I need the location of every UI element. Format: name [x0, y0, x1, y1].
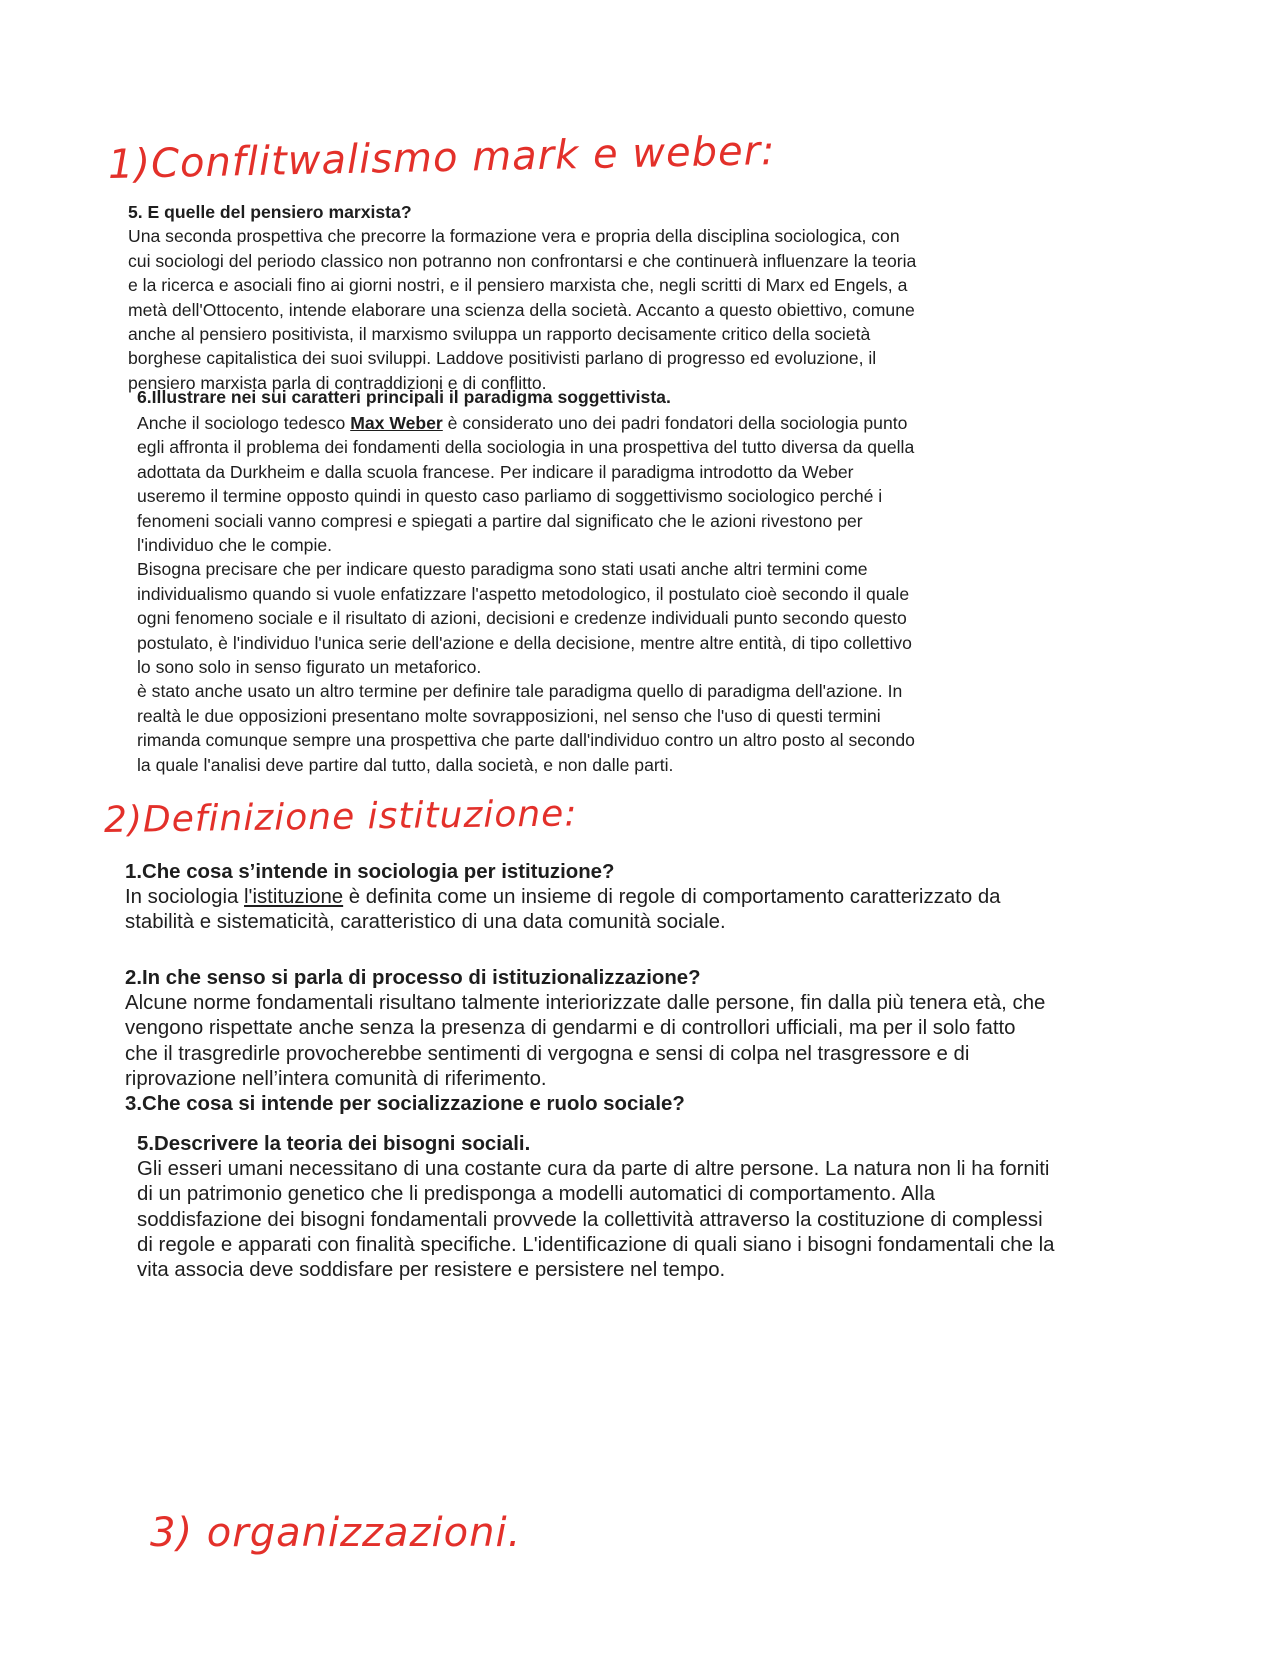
- paragraph-line: lo sono solo in senso figurato un metaforico.: [137, 657, 482, 678]
- paragraph-text: è definita come un insieme di regole di comportamento caratterizzato da: [343, 886, 1001, 909]
- paragraph-line: individualismo quando si vuole enfatizzare l'aspetto metodologico, il postulato cioè secondo il quale: [137, 583, 910, 604]
- paragraph-text: è considerato uno dei padri fondatori della sociologia punto: [442, 413, 908, 433]
- question-3-heading-cut: 3.Che cosa si intende per socializzazione e ruolo sociale?: [125, 1093, 685, 1116]
- paragraph-line: l'individuo che le compie.: [137, 535, 333, 556]
- question-2-block: [125, 966, 1046, 1116]
- paragraph-line: vengono rispettate anche senza la presenza di gendarmi e di controllori ufficiali, ma per il solo fatto: [125, 1017, 1016, 1040]
- paragraph-line: [137, 411, 915, 435]
- paragraph-line: la quale l'analisi deve partire dal tutto, dalla società, e non dalle parti.: [137, 754, 674, 775]
- istituzione-link[interactable]: l'istituzione: [244, 886, 344, 909]
- paragraph-line: adottata da Durkheim e dalla scuola francese. Per indicare il paradigma introdotto da Weber: [137, 461, 854, 482]
- paragraph-line: rimanda comunque sempre una prospettiva che parte dall'individuo contro un altro posto al secondo: [137, 730, 915, 751]
- handwritten-section-title-3: 3) organizzazioni.: [150, 1510, 522, 1556]
- paragraph-line: e la ricerca e asociali fino ai giorni nostri, e il pensiero marxista che, negli scritti di Marx ed Engels, a: [128, 275, 908, 296]
- paragraph-text: In sociologia: [125, 886, 245, 909]
- max-weber-link[interactable]: Max Weber: [350, 413, 443, 433]
- paragraph-line: Bisogna precisare che per indicare questo paradigma sono stati usati anche altri termini come: [137, 559, 868, 580]
- paragraph-line: fenomeni sociali vanno compresi e spiegati a partire dal significato che le azioni rivestono per: [137, 510, 863, 531]
- paragraph-line: borghese capitalistica dei suoi sviluppi. Laddove positivisti parlano di progresso ed evoluzione, il: [128, 348, 877, 369]
- paragraph-line: cui sociologi del periodo classico non potranno non confrontarsi e che continuerà influenzare la teoria: [128, 250, 917, 271]
- question-6-heading: 6.Illustrare nei sui caratteri principali il paradigma soggettivista.: [137, 387, 671, 407]
- question-5b-block: [137, 1132, 1055, 1283]
- paragraph-line: Gli esseri umani necessitano di una costante cura da parte di altre persone. La natura non li ha forniti: [137, 1158, 1050, 1181]
- question-5-heading: 5. E quelle del pensiero marxista?: [128, 202, 412, 222]
- paragraph-line: è stato anche usato un altro termine per definire tale paradigma quello di paradigma dell'azione. In: [137, 681, 903, 702]
- question-5-block: [128, 200, 917, 393]
- question-5b-heading: 5.Descrivere la teoria dei bisogni sociali.: [137, 1133, 531, 1155]
- paragraph-line: che il trasgredirle provocherebbe sentimenti di vergogna e sensi di colpa nel trasgressore e di: [125, 1042, 970, 1065]
- paragraph-line: postulato, è l'individuo l'unica serie dell'azione e della decisione, mentre altre entità, di tipo collettivo: [137, 632, 912, 653]
- paragraph-line: pensiero marxista parla di contraddizioni e di conflitto.: [128, 372, 547, 393]
- paragraph-line: anche al pensiero positivista, il marxismo sviluppa un rapporto decisamente critico della società: [128, 324, 871, 345]
- paragraph-line: metà dell'Ottocento, intende elaborare una scienza della società. Accanto a questo obiettivo, comune: [128, 299, 915, 320]
- paragraph-line: realtà le due opposizioni presentano molte sovrapposizioni, nel senso che l'uso di questi termini: [137, 705, 881, 726]
- question-1-block: [125, 860, 1001, 936]
- paragraph-line: riprovazione nell’intera comunità di riferimento.: [125, 1067, 547, 1090]
- paragraph-line: di un patrimonio genetico che li predisponga a modelli automatici di comportamento. Alla: [137, 1183, 935, 1206]
- paragraph-text: Anche il sociologo tedesco: [137, 413, 351, 433]
- paragraph-line: soddisfazione dei bisogni fondamentali provvede la collettività attraverso la costituzione di complessi: [137, 1208, 1043, 1231]
- handwritten-section-title-1: 1)Conflitwalismo mark e weber:: [107, 128, 776, 188]
- paragraph-line: stabilità e sistematicità, caratteristico di una data comunità sociale.: [125, 911, 726, 934]
- paragraph-line: di regole e apparati con finalità specifiche. L'identificazione di quali siano i bisogni fondamentali che la: [137, 1233, 1055, 1256]
- question-1-heading: 1.Che cosa s’intende in sociologia per istituzione?: [125, 861, 615, 883]
- paragraph-line: Una seconda prospettiva che precorre la formazione vera e propria della disciplina sociologica, con: [128, 226, 900, 247]
- paragraph-line: [125, 885, 1001, 910]
- paragraph-line: useremo il termine opposto quindi in questo caso parliamo di soggettivismo sociologico perché i: [137, 486, 883, 507]
- paragraph-line: egli affronta il problema dei fondamenti della sociologia in una prospettiva del tutto diversa da quella: [137, 437, 915, 458]
- paragraph-line: Alcune norme fondamentali risultano talmente interiorizzate dalle persone, fin dalla più tenera età, che: [125, 992, 1046, 1015]
- question-6-block: [137, 387, 915, 775]
- paragraph-line: ogni fenomeno sociale e il risultato di azioni, decisioni e credenze individuali punto secondo questo: [137, 608, 907, 629]
- question-2-heading: 2.In che senso si parla di processo di istituzionalizzazione?: [125, 967, 701, 989]
- handwritten-section-title-2: 2)Definizione istituzione:: [103, 793, 578, 841]
- paragraph-line: vita associa deve soddisfare per resistere e persistere nel tempo.: [137, 1259, 726, 1282]
